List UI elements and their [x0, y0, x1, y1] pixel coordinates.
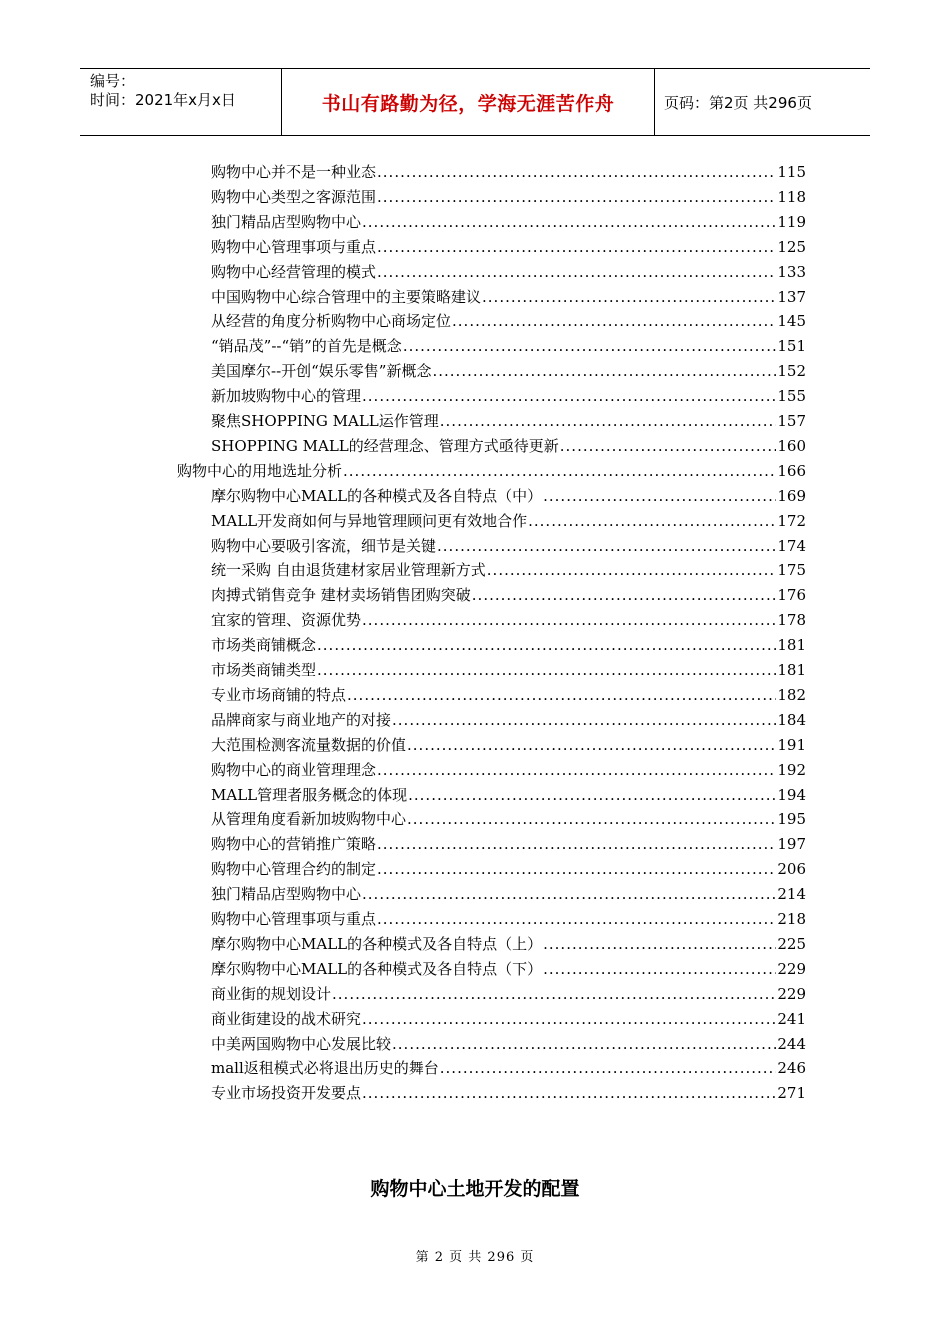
toc-leader-dots — [362, 885, 776, 903]
toc-entry[interactable] — [211, 236, 806, 260]
toc-entry-page: 151 — [777, 337, 806, 356]
toc-leader-dots — [440, 1059, 777, 1077]
toc-leader-dots — [403, 337, 777, 355]
toc-entry-title: “销品茂”--“销”的首先是概念 — [211, 337, 402, 356]
toc-entry-page: 229 — [777, 984, 806, 1003]
toc-entry-page: 184 — [777, 710, 806, 729]
toc-leader-dots — [437, 537, 776, 555]
toc-leader-dots — [362, 1084, 776, 1102]
toc-entry-title: 摩尔购物中心MALL的各种模式及各自特点（中） — [211, 486, 543, 505]
toc-leader-dots — [362, 611, 776, 629]
toc-entry[interactable] — [211, 161, 806, 185]
toc-entry-page: 244 — [777, 1034, 806, 1053]
toc-entry-page: 197 — [777, 835, 806, 854]
toc-entry-title: 购物中心要吸引客流，细节是关键 — [211, 536, 437, 555]
toc-entry-page: 225 — [777, 934, 806, 953]
toc-entry-page: 181 — [777, 636, 806, 655]
toc-entry-title: 购物中心并不是一种业态 — [211, 163, 377, 181]
toc-entry[interactable] — [211, 559, 806, 583]
toc-entry-title: 新加坡购物中心的管理 — [211, 387, 362, 406]
toc-leader-dots — [377, 910, 776, 928]
toc-entry-page: 229 — [777, 959, 806, 978]
toc-entry[interactable] — [211, 684, 806, 708]
toc-entry-title: 购物中心类型之客源范围 — [211, 187, 377, 206]
toc-entry[interactable] — [211, 410, 806, 434]
toc-leader-dots — [377, 860, 776, 878]
toc-leader-dots — [528, 512, 776, 530]
toc-entry-page: 214 — [777, 885, 806, 904]
toc-entry[interactable] — [211, 360, 806, 384]
toc-entry-title: 中国购物中心综合管理中的主要策略建议 — [211, 287, 482, 306]
toc-entry[interactable] — [211, 609, 806, 633]
toc-entry-title: SHOPPING MALL的经营理念、管理方式亟待更新 — [211, 436, 559, 455]
toc-leader-dots — [347, 686, 776, 704]
toc-entry-page: 160 — [777, 436, 806, 455]
toc-entry-page: 195 — [777, 810, 806, 829]
toc-leader-dots — [362, 213, 776, 231]
toc-entry[interactable] — [211, 584, 806, 608]
toc-leader-dots — [432, 362, 776, 380]
toc-leader-dots — [407, 736, 776, 754]
toc-entry-title: 大范围检测客流量数据的价值 — [211, 735, 407, 754]
toc-leader-dots — [317, 661, 776, 679]
toc-leader-dots — [487, 561, 777, 579]
toc-entry-title: 统一采购 自由退货建材家居业管理新方式 — [211, 561, 486, 580]
toc-entry-title: MALL开发商如何与异地管理顾问更有效地合作 — [211, 511, 528, 530]
toc-entry[interactable] — [211, 335, 806, 359]
toc-entry-page: 174 — [777, 536, 806, 555]
toc-entry[interactable] — [177, 460, 806, 484]
toc-entry-page: 178 — [777, 611, 806, 630]
toc-leader-dots — [543, 935, 776, 953]
toc-entry[interactable] — [211, 634, 806, 658]
toc-leader-dots — [440, 412, 777, 430]
toc-entry-title: 美国摩尔--开创“娱乐零售”新概念 — [211, 362, 432, 381]
toc-entry-title: 购物中心管理事项与重点 — [211, 910, 377, 928]
page-footer: 第 2 页 共 296 页 — [415, 1250, 535, 1265]
toc-leader-dots — [377, 238, 776, 256]
toc-entry-title: 购物中心的营销推广策略 — [211, 835, 377, 854]
toc-entry-title: 购物中心的用地选址分析 — [177, 461, 343, 480]
toc-leader-dots — [407, 810, 776, 828]
toc-entry-page: 119 — [777, 212, 806, 231]
toc-leader-dots — [472, 586, 777, 604]
toc-entry-title: 购物中心管理合约的制定 — [211, 860, 377, 879]
toc-entry[interactable] — [211, 833, 806, 857]
toc-leader-dots — [560, 437, 777, 455]
toc-entry-title: 商业街的规划设计 — [211, 984, 332, 1003]
toc-leader-dots — [377, 761, 776, 779]
toc-entry-page: 172 — [777, 511, 806, 530]
toc-leader-dots — [317, 636, 776, 654]
toc-entry[interactable] — [211, 883, 806, 907]
toc-leader-dots — [343, 462, 776, 480]
toc-entry-title: 专业市场商铺的特点 — [211, 685, 347, 704]
toc-entry-page: 115 — [777, 163, 806, 181]
toc-entry-page: 152 — [777, 362, 806, 381]
toc-entry-page: 157 — [777, 412, 806, 430]
toc-leader-dots — [377, 263, 776, 281]
toc-entry[interactable] — [211, 858, 806, 882]
toc-entry-page: 194 — [777, 785, 806, 804]
toc-entry[interactable] — [211, 659, 806, 683]
toc-entry-title: 品牌商家与商业地产的对接 — [211, 710, 392, 729]
toc-entry[interactable] — [211, 958, 806, 982]
toc-leader-dots — [362, 1010, 776, 1028]
toc-entry-page: 246 — [777, 1059, 806, 1078]
toc-leader-dots — [543, 487, 776, 505]
toc-entry-page: 145 — [777, 312, 806, 331]
toc-entry-title: 购物中心的商业管理理念 — [211, 760, 377, 779]
toc-entry[interactable] — [211, 808, 806, 832]
toc-entry[interactable] — [211, 709, 806, 733]
toc-entry-title: 摩尔购物中心MALL的各种模式及各自特点（上） — [211, 934, 543, 953]
toc-leader-dots — [377, 163, 776, 181]
doc-time-label: 时间：2021年x月x日 — [90, 91, 236, 109]
toc-entry-page: 155 — [777, 387, 806, 406]
toc-entry-title: 聚焦SHOPPING MALL运作管理 — [211, 412, 439, 430]
toc-leader-dots — [408, 786, 776, 804]
toc-entry-page: 241 — [777, 1009, 806, 1028]
toc-entry[interactable] — [211, 908, 806, 932]
toc-entry-title: 市场类商铺类型 — [211, 661, 317, 679]
page-header — [80, 68, 870, 136]
toc-entry-title: MALL管理者服务概念的体现 — [211, 785, 408, 804]
toc-entry-page: 192 — [777, 760, 806, 779]
toc-entry-title: 从管理角度看新加坡购物中心 — [211, 810, 407, 829]
toc-entry[interactable] — [211, 485, 806, 509]
toc-entry[interactable] — [211, 261, 806, 285]
section-title: 购物中心土地开发的配置 — [370, 1178, 580, 1200]
toc-leader-dots — [377, 835, 776, 853]
header-meta — [80, 69, 282, 135]
toc-entry[interactable] — [211, 1033, 806, 1057]
toc-entry-page: 206 — [777, 860, 806, 879]
toc-entry[interactable] — [211, 759, 806, 783]
toc-entry[interactable] — [211, 211, 806, 235]
toc-entry-page: 118 — [777, 187, 806, 206]
toc-entry[interactable] — [211, 186, 806, 210]
toc-entry[interactable] — [211, 1057, 806, 1081]
toc-entry-page: 191 — [777, 735, 806, 754]
toc-leader-dots — [543, 960, 776, 978]
toc-entry-page: 169 — [777, 486, 806, 505]
toc-entry-title: 独门精品店型购物中心 — [211, 885, 362, 904]
header-motto: 书山有路勤为径，学海无涯苦作舟 — [282, 69, 655, 135]
toc-entry-page: 176 — [777, 586, 806, 605]
toc-entry-page: 125 — [777, 237, 806, 256]
toc-entry-title: 商业街建设的战术研究 — [211, 1009, 362, 1028]
header-page-info: 页码：第2页 共296页 — [664, 93, 812, 112]
toc-leader-dots — [332, 985, 776, 1003]
toc-entry[interactable] — [211, 310, 806, 334]
toc-entry-title: 购物中心经营管理的模式 — [211, 262, 377, 281]
toc-entry-page: 166 — [777, 461, 806, 480]
toc-entry-page: 133 — [777, 262, 806, 281]
toc-entry[interactable] — [211, 983, 806, 1007]
toc-entry[interactable] — [211, 510, 806, 534]
toc-leader-dots — [392, 711, 776, 729]
toc-entry[interactable] — [211, 1082, 806, 1106]
toc-entry[interactable] — [211, 784, 806, 808]
toc-entry-title: 从经营的角度分析购物中心商场定位 — [211, 312, 452, 331]
toc-entry-page: 271 — [777, 1084, 806, 1103]
toc-entry-page: 218 — [777, 910, 806, 928]
toc-leader-dots — [362, 387, 776, 405]
doc-number-label: 编号： — [90, 72, 136, 90]
toc-entry[interactable] — [211, 435, 806, 459]
toc-entry-title: 宜家的管理、资源优势 — [211, 611, 362, 630]
toc-entry-title: 肉搏式销售竞争 建材卖场销售团购突破 — [211, 586, 471, 605]
toc-entry[interactable] — [211, 1008, 806, 1032]
toc-entry-title: 购物中心管理事项与重点 — [211, 237, 377, 256]
toc-entry-title: 市场类商铺概念 — [211, 636, 317, 655]
toc-entry-page: 182 — [777, 685, 806, 704]
toc-entry[interactable] — [211, 286, 806, 310]
toc-entry-title: 独门精品店型购物中心 — [211, 212, 362, 231]
toc-entry-title: 中美两国购物中心发展比较 — [211, 1034, 392, 1053]
toc-entry[interactable] — [211, 385, 806, 409]
toc-leader-dots — [452, 312, 776, 330]
toc-entry-page: 181 — [777, 661, 806, 679]
toc-entry[interactable] — [211, 535, 806, 559]
toc-entry-title: mall返租模式必将退出历史的舞台 — [211, 1059, 439, 1078]
toc-entry-title: 摩尔购物中心MALL的各种模式及各自特点（下） — [211, 959, 543, 978]
toc-entry[interactable] — [211, 734, 806, 758]
toc-leader-dots — [377, 188, 776, 206]
toc-entry-title: 专业市场投资开发要点 — [211, 1084, 362, 1103]
toc-entry[interactable] — [211, 933, 806, 957]
toc-entry-page: 175 — [777, 561, 806, 580]
toc-leader-dots — [392, 1035, 776, 1053]
toc-entry-page: 137 — [777, 287, 806, 306]
toc-leader-dots — [482, 288, 776, 306]
